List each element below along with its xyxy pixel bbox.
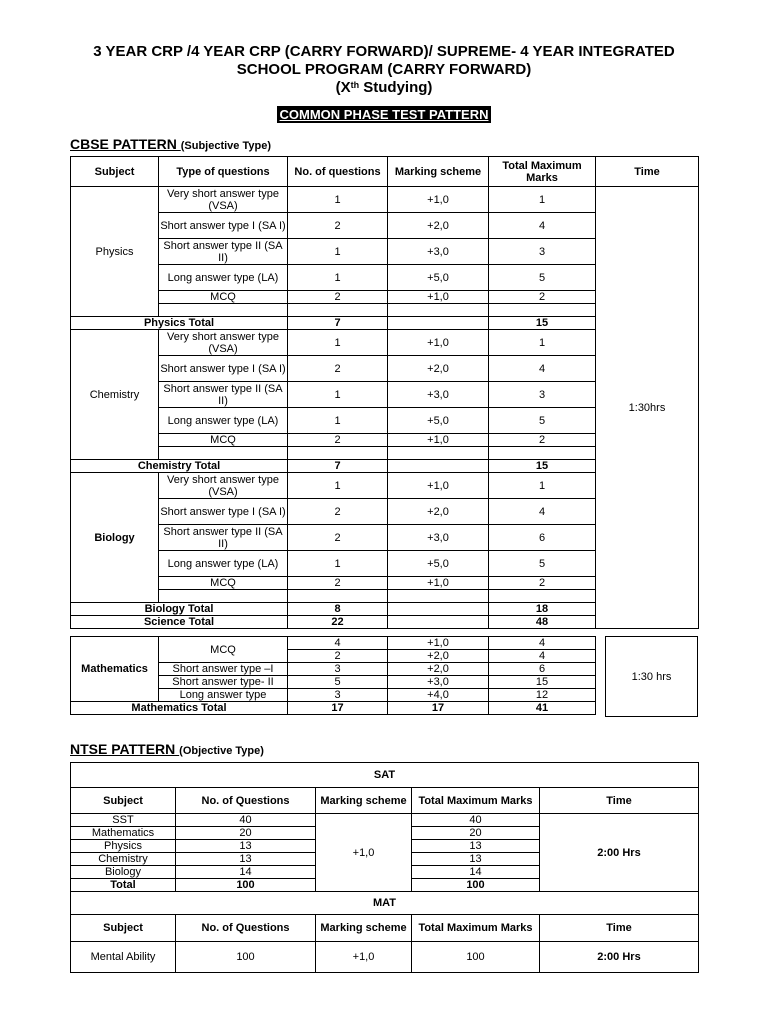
cell-no: 2: [288, 577, 388, 590]
cell-marking: +1,0: [388, 577, 489, 590]
cell-no: 2: [288, 525, 388, 551]
cell-type: Very short answer type (VSA): [159, 330, 288, 356]
total-label: Physics Total: [71, 317, 288, 330]
cell-no: 3: [288, 689, 388, 702]
cell-no: 5: [288, 676, 388, 689]
cell-total: 2: [489, 434, 596, 447]
cell-marking: +3,0: [388, 382, 489, 408]
cell-type: Long answer type: [159, 689, 288, 702]
cell-type: Long answer type (LA): [159, 408, 288, 434]
mat-label: MAT: [71, 892, 699, 915]
cell-marking: +3,0: [388, 525, 489, 551]
cell-marking: +2,0: [388, 356, 489, 382]
cell-total: 4: [489, 213, 596, 239]
cell-type: MCQ: [159, 577, 288, 590]
header-total: Total Maximum Marks: [412, 915, 540, 942]
cell-no: 20: [176, 827, 316, 840]
cell-marking: +1,0: [388, 187, 489, 213]
cell-type: Short answer type I (SA I): [159, 356, 288, 382]
table-row: [71, 942, 699, 973]
cell-total: 100: [412, 942, 540, 973]
cell-marking: +5,0: [388, 265, 489, 291]
subject-physics: Physics: [71, 187, 159, 317]
cell-type: MCQ: [159, 291, 288, 304]
maths-time-box: [605, 636, 698, 717]
cell-total: 4: [489, 650, 596, 663]
cell-marking: +1,0: [316, 942, 412, 973]
maths-time: 1:30 hrs: [606, 637, 698, 717]
cell-total: 4: [489, 356, 596, 382]
cell-no: 1: [288, 408, 388, 434]
cell-type: Long answer type (LA): [159, 551, 288, 577]
sat-label: SAT: [71, 763, 699, 788]
cell-total: 1: [489, 187, 596, 213]
cell-subject: Physics: [71, 840, 176, 853]
header-time: Time: [596, 157, 699, 187]
cell-no: 40: [176, 814, 316, 827]
cell-type: Very short answer type (VSA): [159, 473, 288, 499]
cell-total: 2: [489, 577, 596, 590]
sat-marking: +1,0: [316, 814, 412, 892]
subject-chemistry: Chemistry: [71, 330, 159, 460]
mat-label-row: [71, 892, 699, 915]
cell-type: Long answer type (LA): [159, 265, 288, 291]
phase-test-banner: COMMON PHASE TEST PATTERN: [277, 106, 492, 123]
header-subject: Subject: [71, 915, 176, 942]
cell-marking: +1,0: [388, 473, 489, 499]
cell-total: 5: [489, 408, 596, 434]
total-label: Chemistry Total: [71, 460, 288, 473]
maths-total-row: [71, 702, 607, 715]
cell-no: 1: [288, 330, 388, 356]
table-row: [71, 187, 699, 213]
cell-no: 2: [288, 213, 388, 239]
cell-no: 1: [288, 265, 388, 291]
cell-marking: +1,0: [388, 330, 489, 356]
cell-total: 12: [489, 689, 596, 702]
cell-no: 2: [288, 291, 388, 304]
cell-type: Short answer type I (SA I): [159, 213, 288, 239]
cell-total: 6: [489, 663, 596, 676]
total-marks: 41: [489, 702, 596, 715]
header-no: No. of questions: [288, 157, 388, 187]
cbse-heading: CBSE PATTERN (Subjective Type): [70, 136, 271, 152]
header-marking: Marking scheme: [316, 915, 412, 942]
header-time: Time: [540, 915, 699, 942]
cell-marking: +2,0: [388, 499, 489, 525]
cell-no: 2: [288, 499, 388, 525]
cell-subject: Mathematics: [71, 827, 176, 840]
header-marking: Marking scheme: [316, 788, 412, 814]
total-marks: 15: [489, 460, 596, 473]
cell-type: MCQ: [159, 637, 288, 663]
table-row: [71, 814, 699, 827]
cell-type: Very short answer type (VSA): [159, 187, 288, 213]
cbse-time: 1:30hrs: [596, 187, 699, 629]
cell-type: Short answer type II (SA II): [159, 382, 288, 408]
cell-no: 2: [288, 356, 388, 382]
cbse-header-row: [71, 157, 699, 187]
cell-total: 4: [489, 637, 596, 650]
subject-biology: Biology: [71, 473, 159, 603]
doc-title-line1: 3 YEAR CRP /4 YEAR CRP (CARRY FORWARD)/ SUPREME- 4 YEAR INTEGRATED: [93, 43, 675, 60]
cell-no: 13: [176, 840, 316, 853]
header-subject: Subject: [71, 157, 159, 187]
total-label: Science Total: [71, 616, 288, 629]
cell-total: 14: [412, 866, 540, 879]
cell-subject: Biology: [71, 866, 176, 879]
cell-total: 100: [412, 879, 540, 892]
cell-total: 1: [489, 330, 596, 356]
total-no: 7: [288, 317, 388, 330]
maths-table: [70, 636, 607, 715]
ntse-table: [70, 762, 699, 973]
mat-header-row: [71, 915, 699, 942]
cell-marking: +2,0: [388, 213, 489, 239]
cell-no: 4: [288, 637, 388, 650]
cell-type: Short answer type- II: [159, 676, 288, 689]
cell-total: 13: [412, 840, 540, 853]
header-type: Type of questions: [159, 157, 288, 187]
cell-marking: +1,0: [388, 291, 489, 304]
cell-total: 5: [489, 551, 596, 577]
cell-marking: +3,0: [388, 676, 489, 689]
cell-no: 13: [176, 853, 316, 866]
sat-label-row: [71, 763, 699, 788]
cell-no: 1: [288, 473, 388, 499]
doc-title-line2: SCHOOL PROGRAM (CARRY FORWARD): [236, 61, 532, 78]
cell-total: 3: [489, 382, 596, 408]
total-no: 17: [288, 702, 388, 715]
header-no: No. of Questions: [176, 915, 316, 942]
sat-header-row: [71, 788, 699, 814]
cell-total: 15: [489, 676, 596, 689]
cell-total: 2: [489, 291, 596, 304]
cell-type: MCQ: [159, 434, 288, 447]
header-marking: Marking scheme: [388, 157, 489, 187]
cell-type: Short answer type I (SA I): [159, 499, 288, 525]
cell-subject: Total: [71, 879, 176, 892]
doc-title-line3: (Xth Studying): [335, 79, 433, 96]
cell-subject: Chemistry: [71, 853, 176, 866]
total-label: Biology Total: [71, 603, 288, 616]
cell-no: 2: [288, 650, 388, 663]
cell-type: Short answer type –I: [159, 663, 288, 676]
cell-marking: +4,0: [388, 689, 489, 702]
subject-mathematics: Mathematics: [71, 637, 159, 702]
header-no: No. of Questions: [176, 788, 316, 814]
cell-marking: +2,0: [388, 663, 489, 676]
cbse-table: [70, 156, 699, 629]
cell-total: 13: [412, 853, 540, 866]
header-total: Total Maximum Marks: [412, 788, 540, 814]
total-no: 22: [288, 616, 388, 629]
cell-no: 1: [288, 382, 388, 408]
cell-no: 1: [288, 239, 388, 265]
cell-total: 3: [489, 239, 596, 265]
cell-marking: +1,0: [388, 637, 489, 650]
cell-no: 3: [288, 663, 388, 676]
cell-total: 40: [412, 814, 540, 827]
cell-marking: +5,0: [388, 408, 489, 434]
cell-total: 6: [489, 525, 596, 551]
cell-subject: SST: [71, 814, 176, 827]
cell-subject: Mental Ability: [71, 942, 176, 973]
cell-total: 1: [489, 473, 596, 499]
cell-no: 1: [288, 187, 388, 213]
total-label: Mathematics Total: [71, 702, 288, 715]
cell-marking: +1,0: [388, 434, 489, 447]
cell-no: 14: [176, 866, 316, 879]
ntse-heading: NTSE PATTERN (Objective Type): [70, 741, 264, 757]
cell-type: Short answer type II (SA II): [159, 239, 288, 265]
total-marking: 17: [388, 702, 489, 715]
total-marks: 48: [489, 616, 596, 629]
cell-type: Short answer type II (SA II): [159, 525, 288, 551]
cell-no: 100: [176, 942, 316, 973]
header-total: Total Maximum Marks: [489, 157, 596, 187]
cell-marking: +3,0: [388, 239, 489, 265]
cell-total: 20: [412, 827, 540, 840]
total-no: 7: [288, 460, 388, 473]
header-time: Time: [540, 788, 699, 814]
table-row: [71, 637, 607, 650]
cell-no: 2: [288, 434, 388, 447]
cell-total: 5: [489, 265, 596, 291]
cell-time: 2:00 Hrs: [540, 942, 699, 973]
cell-marking: +2,0: [388, 650, 489, 663]
sat-time: 2:00 Hrs: [540, 814, 699, 892]
header-subject: Subject: [71, 788, 176, 814]
cell-no: 100: [176, 879, 316, 892]
total-no: 8: [288, 603, 388, 616]
cell-total: 4: [489, 499, 596, 525]
total-marks: 15: [489, 317, 596, 330]
cell-marking: +5,0: [388, 551, 489, 577]
total-marks: 18: [489, 603, 596, 616]
cell-no: 1: [288, 551, 388, 577]
